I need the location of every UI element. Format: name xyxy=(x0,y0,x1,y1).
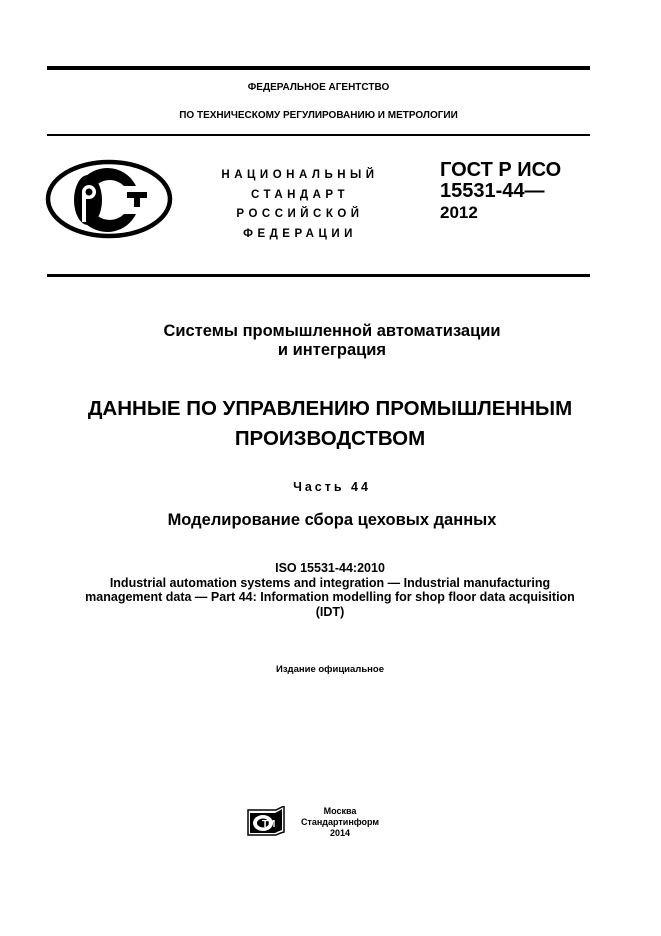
standard-block-divider xyxy=(47,274,590,277)
general-title-line1: Системы промышленной автоматизации xyxy=(163,322,501,340)
svg-text:ТИ: ТИ xyxy=(262,819,276,830)
iso-number: ISO 15531-44:2010 xyxy=(275,561,385,575)
publisher-city: Москва xyxy=(323,806,357,816)
national-standard-line: РОССИЙСКОЙ xyxy=(236,208,364,220)
iso-reference xyxy=(30,561,630,619)
main-title xyxy=(30,394,630,454)
iso-title-line2: management data — Part 44: Information modelling for shop floor data acquisition xyxy=(85,590,575,604)
iso-title-line1: Industrial automation systems and integration — Industrial manufacturing xyxy=(109,575,551,590)
national-standard-line: НАЦИОНАЛЬНЫЙ xyxy=(221,169,379,181)
agency-name-line2: ПО ТЕХНИЧЕСКОМУ РЕГУЛИРОВАНИЮ И МЕТРОЛОГИИ xyxy=(179,110,458,121)
agency-name-line1: ФЕДЕРАЛЬНОЕ АГЕНТСТВО xyxy=(247,82,390,93)
top-rule xyxy=(47,66,590,70)
rst-gost-emblem-icon xyxy=(44,158,174,240)
publisher-info xyxy=(290,806,390,839)
standard-designation xyxy=(440,160,610,223)
part-number: Часть 44 xyxy=(293,480,371,494)
designation-line2: 15531-44— xyxy=(440,180,545,202)
national-standard-line: ФЕДЕРАЦИИ xyxy=(243,227,357,240)
header-divider xyxy=(47,134,590,136)
iso-title-line3: (IDT) xyxy=(315,604,345,619)
general-title-line2: и интеграция xyxy=(277,341,387,359)
designation-line1: ГОСТ Р ИСО xyxy=(440,159,562,181)
national-standard-label xyxy=(200,166,400,244)
general-title xyxy=(47,322,617,360)
national-standard-line: СТАНДАРТ xyxy=(251,188,349,201)
standartinform-logo-icon xyxy=(246,806,286,836)
publisher-year: 2014 xyxy=(329,828,351,838)
designation-year: 2012 xyxy=(440,203,478,222)
publisher-name: Стандартинформ xyxy=(300,817,380,827)
part-subtitle: Моделирование сбора цеховых данных xyxy=(167,511,497,529)
main-title-line1: ДАННЫЕ ПО УПРАВЛЕНИЮ ПРОМЫШЛЕННЫМ xyxy=(87,397,573,420)
main-title-line2: ПРОИЗВОДСТВОМ xyxy=(234,427,426,450)
edition-label: Издание официальное xyxy=(276,664,384,675)
